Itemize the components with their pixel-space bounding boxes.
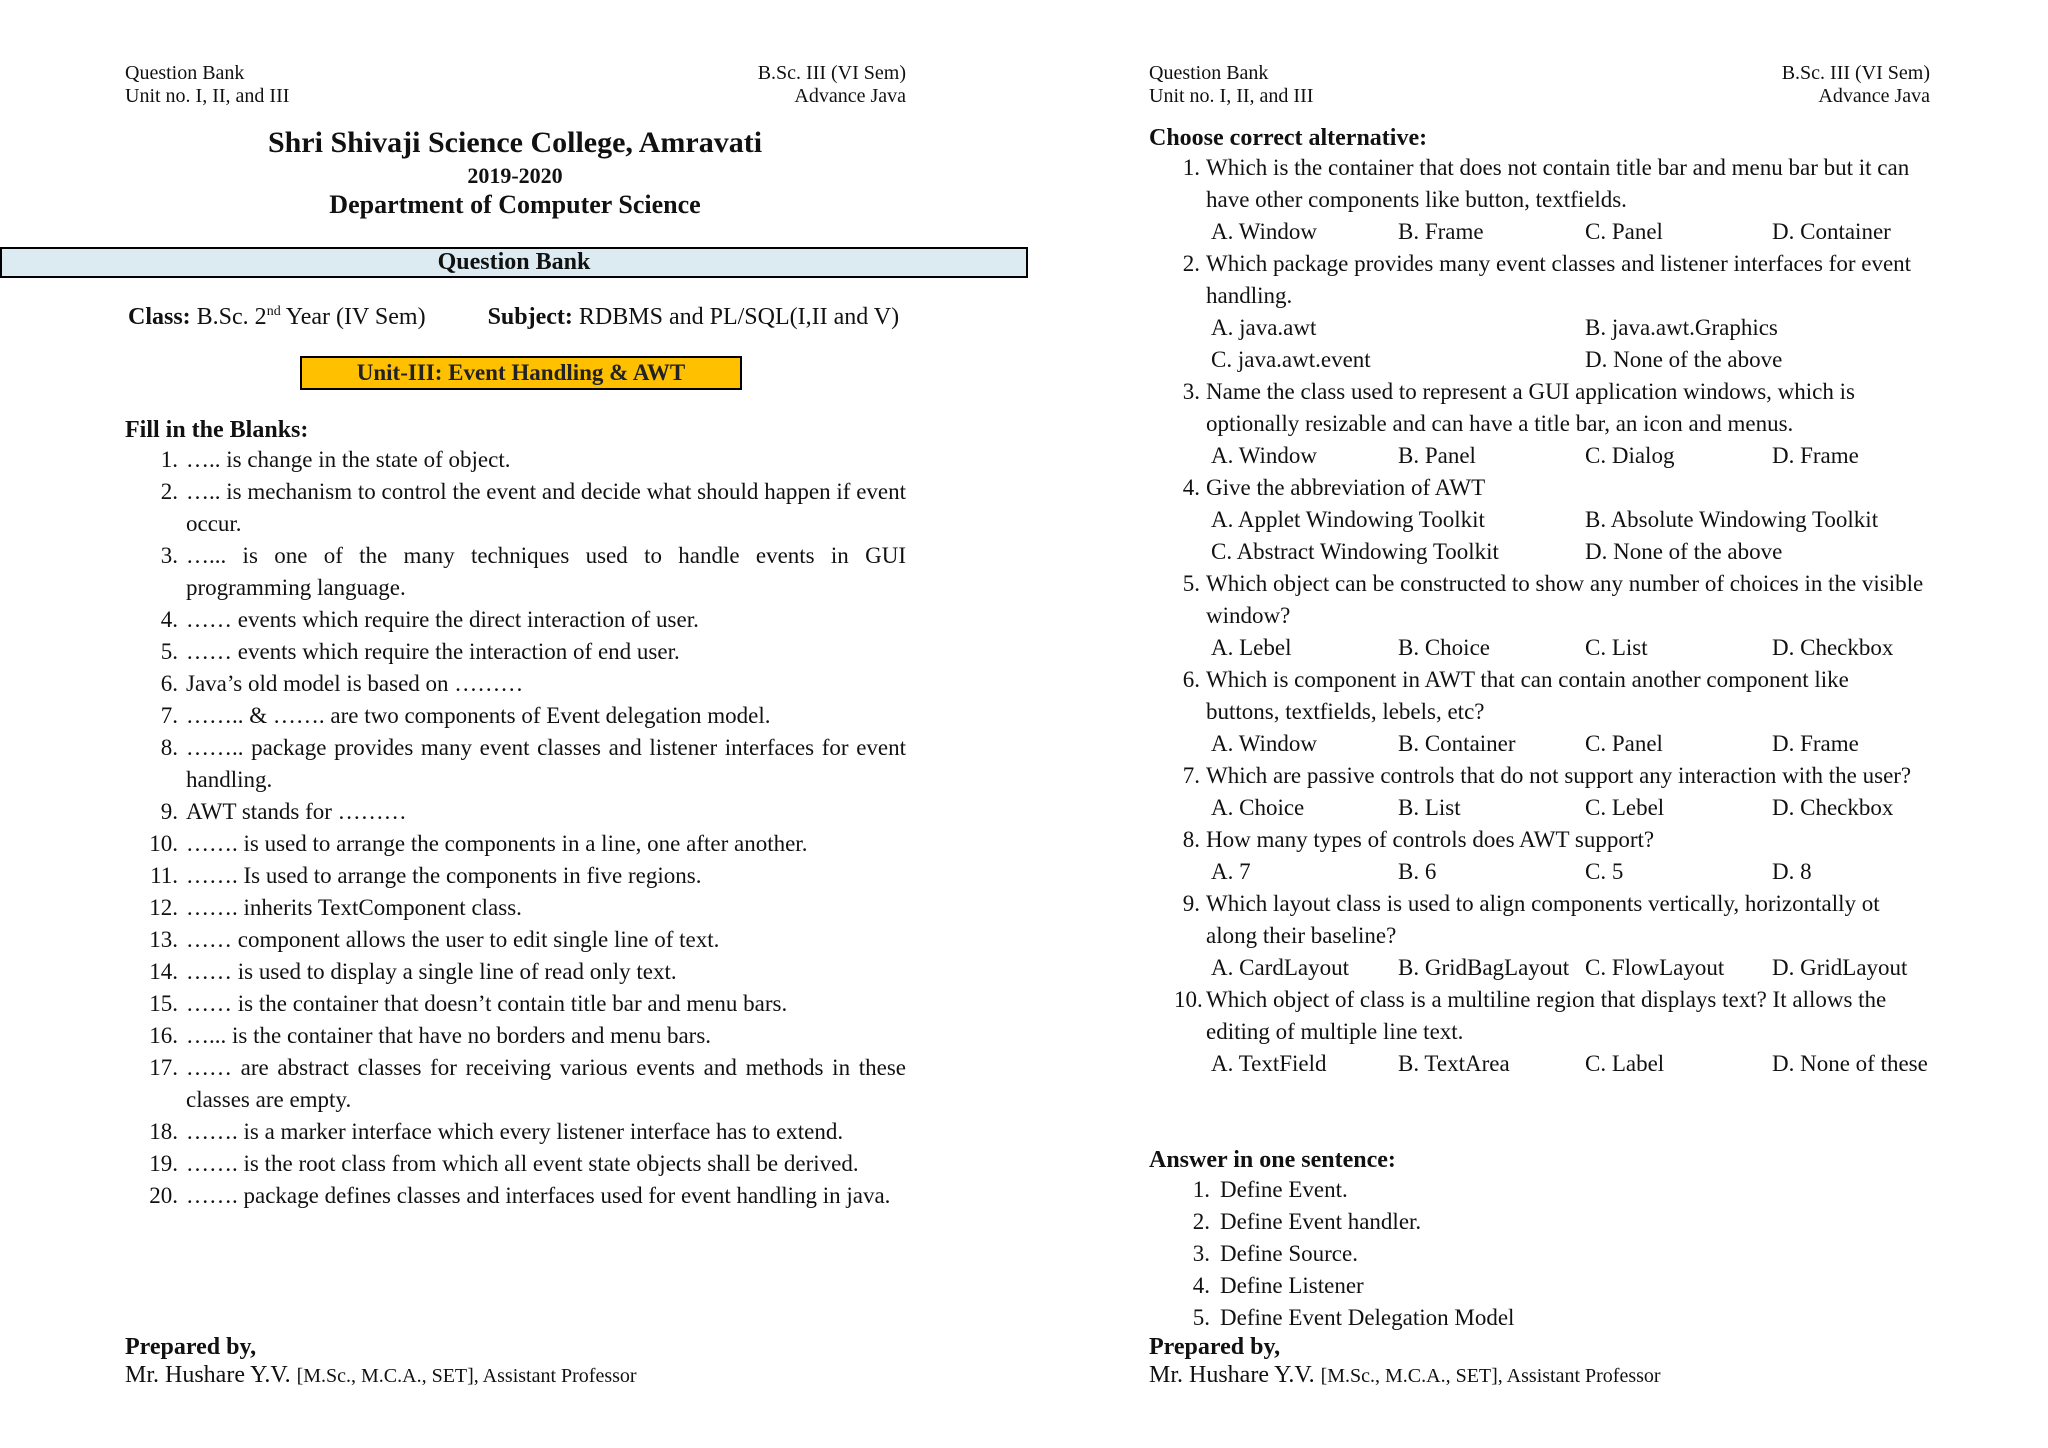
option: A. Lebel <box>1211 635 1292 660</box>
option-row <box>1174 440 1959 472</box>
question-text: Which is component in AWT that can contain another component like buttons, textfields, lebels, etc? <box>1206 667 1849 724</box>
subject-value: RDBMS and PL/SQL(I,II and V) <box>578 304 900 330</box>
fill-blank-item <box>138 1116 906 1148</box>
option: B. java.awt.Graphics <box>1585 315 1778 340</box>
option: A. TextField <box>1211 1051 1327 1076</box>
item-number: 11. <box>150 863 178 888</box>
option: D. None of the above <box>1585 539 1783 564</box>
option: B. GridBagLayout <box>1398 955 1570 980</box>
fill-blank-item <box>138 1020 906 1052</box>
question-text: How many types of controls does AWT support? <box>1206 827 1655 852</box>
option: B. Panel <box>1398 443 1476 468</box>
question-number: 10. <box>1174 987 1203 1012</box>
mcq-question-row <box>1174 472 1959 504</box>
one-sentence-heading: Answer in one sentence: <box>1149 1147 1396 1173</box>
item-number: 13. <box>149 927 178 952</box>
option: C. Dialog <box>1585 443 1675 468</box>
item-text: …… component allows the user to edit single line of text. <box>186 927 720 952</box>
unit-title: Unit-III: Event Handling & AWT <box>300 356 742 390</box>
item-number: 6. <box>160 671 178 696</box>
fill-blank-item <box>138 1180 906 1212</box>
mcq-question-row <box>1174 760 1959 792</box>
mcq-question <box>1174 568 1959 664</box>
prepared-by-left <box>125 1333 637 1390</box>
item-text: …… events which require the direct interaction of user. <box>186 607 699 632</box>
option-row <box>1174 632 1959 664</box>
mcq-question <box>1174 888 1959 984</box>
right-page <box>1024 0 2048 1448</box>
option-row <box>1174 856 1959 888</box>
option: D. 8 <box>1772 859 1812 884</box>
item-text: …... is one of the many techniques used to handle events in GUI programming language. <box>186 543 906 600</box>
mcq-question-row <box>1174 888 1959 952</box>
option-row <box>1174 952 1959 984</box>
item-number: 5. <box>1192 1305 1210 1330</box>
option: B. Frame <box>1398 219 1484 244</box>
option: B. TextArea <box>1398 1051 1510 1076</box>
prepared-by-label: Prepared by, <box>1149 1334 1281 1360</box>
item-number: 14. <box>149 959 178 984</box>
option: A. Window <box>1211 731 1317 756</box>
author-name: Mr. Hushare Y.V. <box>125 1362 291 1388</box>
mcq-question <box>1174 984 1959 1080</box>
header-subject: Advance Java <box>1818 85 1930 107</box>
class-label: Class: <box>128 304 191 330</box>
item-number: 19. <box>149 1151 178 1176</box>
mcq-question <box>1174 760 1959 824</box>
question-number: 1. <box>1182 155 1200 180</box>
header-subject: Advance Java <box>794 85 906 107</box>
option-row <box>1174 728 1959 760</box>
fill-blanks-list <box>138 444 906 1212</box>
option: D. Frame <box>1772 443 1859 468</box>
item-text: …….. package provides many event classes and listener interfaces for event handling. <box>186 735 906 792</box>
item-text: ……. Is used to arrange the components in five regions. <box>186 863 702 888</box>
subject-label: Subject: <box>487 304 573 330</box>
option: C. Panel <box>1585 219 1663 244</box>
question-number: 4. <box>1182 475 1200 500</box>
mcq-question <box>1174 824 1959 888</box>
item-number: 3. <box>160 543 178 568</box>
author-name: Mr. Hushare Y.V. <box>1149 1362 1315 1388</box>
fill-blank-item <box>138 892 906 924</box>
item-text: Define Source. <box>1220 1241 1358 1266</box>
option: D. Container <box>1772 219 1891 244</box>
question-bank-banner: Question Bank <box>0 247 1028 278</box>
question-text: Which package provides many event classes and listener interfaces for event handling. <box>1206 251 1912 308</box>
item-text: …… are abstract classes for receiving various events and methods in these classes are empty. <box>186 1055 906 1112</box>
question-text: Which object of class is a multiline region that displays text? It allows the editing of multiple line text. <box>1206 987 1887 1044</box>
option: A. Applet Windowing Toolkit <box>1211 507 1485 532</box>
fill-blank-item <box>138 1148 906 1180</box>
mcq-heading: Choose correct alternative: <box>1149 125 1428 151</box>
item-text: …… events which require the interaction of end user. <box>186 639 680 664</box>
item-number: 2. <box>1192 1209 1210 1234</box>
item-number: 8. <box>160 735 178 760</box>
question-number: 6. <box>1182 667 1200 692</box>
fill-blank-item <box>138 604 906 636</box>
option-row <box>1174 536 1959 568</box>
fill-blank-item <box>138 700 906 732</box>
fill-blank-item <box>138 988 906 1020</box>
option: B. List <box>1398 795 1461 820</box>
option: A. java.awt <box>1211 315 1317 340</box>
question-text: Which are passive controls that do not support any interaction with the user? <box>1206 763 1912 788</box>
fill-blank-item <box>138 956 906 988</box>
item-text: Define Listener <box>1220 1273 1364 1298</box>
mcq-question-row <box>1174 824 1959 856</box>
fill-blank-item <box>138 1052 906 1116</box>
header-right-2 <box>1724 62 1930 108</box>
header-class: B.Sc. III (VI Sem) <box>757 62 906 84</box>
class-subject-line <box>128 304 899 331</box>
option: B. Container <box>1398 731 1516 756</box>
option: C. 5 <box>1585 859 1624 884</box>
option: C. Abstract Windowing Toolkit <box>1211 539 1499 564</box>
option: A. Choice <box>1211 795 1305 820</box>
item-number: 2. <box>160 479 178 504</box>
one-sentence-item <box>1174 1302 1514 1334</box>
option: C. List <box>1585 635 1648 660</box>
mcq-question <box>1174 248 1959 376</box>
item-text: ….. is mechanism to control the event and decide what should happen if event occur. <box>186 479 906 536</box>
item-number: 3. <box>1192 1241 1210 1266</box>
question-number: 7. <box>1182 763 1200 788</box>
question-number: 3. <box>1182 379 1200 404</box>
college-name: Shri Shivaji Science College, Amravati <box>267 126 763 159</box>
fill-blank-item <box>138 732 906 796</box>
fill-blank-item <box>138 796 906 828</box>
item-number: 15. <box>149 991 178 1016</box>
fill-blank-item <box>138 444 906 476</box>
header-left-2 <box>1149 62 1313 108</box>
fill-blank-item <box>138 860 906 892</box>
mcq-question-row <box>1174 152 1959 216</box>
item-number: 1. <box>160 447 178 472</box>
item-number: 7. <box>160 703 178 728</box>
option: A. Window <box>1211 219 1317 244</box>
option: D. Frame <box>1772 731 1859 756</box>
question-number: 9. <box>1182 891 1200 916</box>
item-text: AWT stands for ……… <box>186 799 407 824</box>
option: C. Label <box>1585 1051 1665 1076</box>
question-text: Give the abbreviation of AWT <box>1206 475 1486 500</box>
item-text: ……. is used to arrange the components in a line, one after another. <box>186 831 808 856</box>
header-right <box>700 62 906 108</box>
question-text: Which is the container that does not contain title bar and menu bar but it can have other components like button, textfields. <box>1206 155 1910 212</box>
option: B. Choice <box>1398 635 1490 660</box>
option: C. java.awt.event <box>1211 347 1371 372</box>
option: A. Window <box>1211 443 1317 468</box>
option: D. None of these <box>1772 1051 1928 1076</box>
mcq-question <box>1174 472 1959 568</box>
academic-year: 2019-2020 <box>467 163 563 188</box>
class-value: B.Sc. 2nd Year (IV Sem) <box>196 304 426 330</box>
item-text: ……. is a marker interface which every listener interface has to extend. <box>186 1119 844 1144</box>
one-sentence-item <box>1174 1270 1514 1302</box>
option: B. 6 <box>1398 859 1437 884</box>
option-row <box>1174 312 1959 344</box>
header-units: Unit no. I, II, and III <box>125 85 290 107</box>
question-number: 8. <box>1182 827 1200 852</box>
prepared-by-right <box>1149 1333 1661 1390</box>
item-number: 4. <box>160 607 178 632</box>
fill-blank-item <box>138 924 906 956</box>
mcq-question-row <box>1174 664 1959 728</box>
option: D. None of the above <box>1585 347 1783 372</box>
item-number: 12. <box>149 895 178 920</box>
item-number: 18. <box>149 1119 178 1144</box>
item-text: …….. & ……. are two components of Event delegation model. <box>186 703 771 728</box>
mcq-question-row <box>1174 984 1959 1048</box>
one-sentence-item <box>1174 1206 1514 1238</box>
option: D. Checkbox <box>1772 795 1894 820</box>
header-left <box>125 62 289 108</box>
item-number: 9. <box>160 799 178 824</box>
item-text: …... is the container that have no borders and menu bars. <box>186 1023 712 1048</box>
item-number: 4. <box>1192 1273 1210 1298</box>
option: A. CardLayout <box>1211 955 1349 980</box>
one-sentence-item <box>1174 1174 1514 1206</box>
option: C. Panel <box>1585 731 1663 756</box>
option: D. GridLayout <box>1772 955 1908 980</box>
question-text: Which layout class is used to align components vertically, horizontally ot along their baseline? <box>1206 891 1880 948</box>
item-text: …… is used to display a single line of read only text. <box>186 959 677 984</box>
header-units: Unit no. I, II, and III <box>1149 85 1314 107</box>
question-number: 2. <box>1182 251 1200 276</box>
option: D. Checkbox <box>1772 635 1894 660</box>
mcq-question <box>1174 664 1959 760</box>
option-row <box>1174 1048 1959 1080</box>
option: B. Absolute Windowing Toolkit <box>1585 507 1879 532</box>
option-row <box>1174 216 1959 248</box>
mcq-question <box>1174 152 1959 248</box>
author-quals: [M.Sc., M.C.A., SET], Assistant Professor <box>1320 1365 1661 1387</box>
option: C. Lebel <box>1585 795 1665 820</box>
item-text: Define Event handler. <box>1220 1209 1422 1234</box>
question-text: Which object can be constructed to show any number of choices in the visible window? <box>1206 571 1924 628</box>
header-question-bank: Question Bank <box>125 62 245 84</box>
question-number: 5. <box>1182 571 1200 596</box>
item-text: Java’s old model is based on ……… <box>186 671 524 696</box>
item-text: …… is the container that doesn’t contain title bar and menu bars. <box>186 991 788 1016</box>
item-text: ……. is the root class from which all event state objects shall be derived. <box>186 1151 859 1176</box>
header-class: B.Sc. III (VI Sem) <box>1781 62 1930 84</box>
department-name: Department of Computer Science <box>329 190 701 219</box>
item-number: 17. <box>149 1055 178 1080</box>
fill-blank-item <box>138 668 906 700</box>
header-question-bank: Question Bank <box>1149 62 1269 84</box>
item-number: 1. <box>1192 1177 1210 1202</box>
fill-blanks-heading: Fill in the Blanks: <box>125 417 309 443</box>
item-number: 20. <box>149 1183 178 1208</box>
mcq-list <box>1174 152 1959 1080</box>
mcq-question-row <box>1174 248 1959 312</box>
item-text: Define Event Delegation Model <box>1220 1305 1515 1330</box>
fill-blank-item <box>138 636 906 668</box>
item-text: ……. package defines classes and interfaces used for event handling in java. <box>186 1183 891 1208</box>
item-number: 10. <box>149 831 178 856</box>
option-row <box>1174 344 1959 376</box>
prepared-by-label: Prepared by, <box>125 1334 257 1360</box>
option: A. 7 <box>1211 859 1251 884</box>
item-number: 5. <box>160 639 178 664</box>
fill-blank-item <box>138 828 906 860</box>
mcq-question-row <box>1174 568 1959 632</box>
item-text: ……. inherits TextComponent class. <box>186 895 522 920</box>
option: C. FlowLayout <box>1585 955 1725 980</box>
fill-blank-item <box>138 540 906 604</box>
mcq-question-row <box>1174 376 1959 440</box>
author-quals: [M.Sc., M.C.A., SET], Assistant Professor <box>296 1365 637 1387</box>
item-text: Define Event. <box>1220 1177 1348 1202</box>
one-sentence-item <box>1174 1238 1514 1270</box>
item-text: ….. is change in the state of object. <box>186 447 511 472</box>
question-text: Name the class used to represent a GUI application windows, which is optionally resizable and can have a title bar, an icon and menus. <box>1206 379 1855 436</box>
option-row <box>1174 504 1959 536</box>
item-number: 16. <box>149 1023 178 1048</box>
one-sentence-list <box>1174 1174 1514 1334</box>
fill-blank-item <box>138 476 906 540</box>
option-row <box>1174 792 1959 824</box>
mcq-question <box>1174 376 1959 472</box>
